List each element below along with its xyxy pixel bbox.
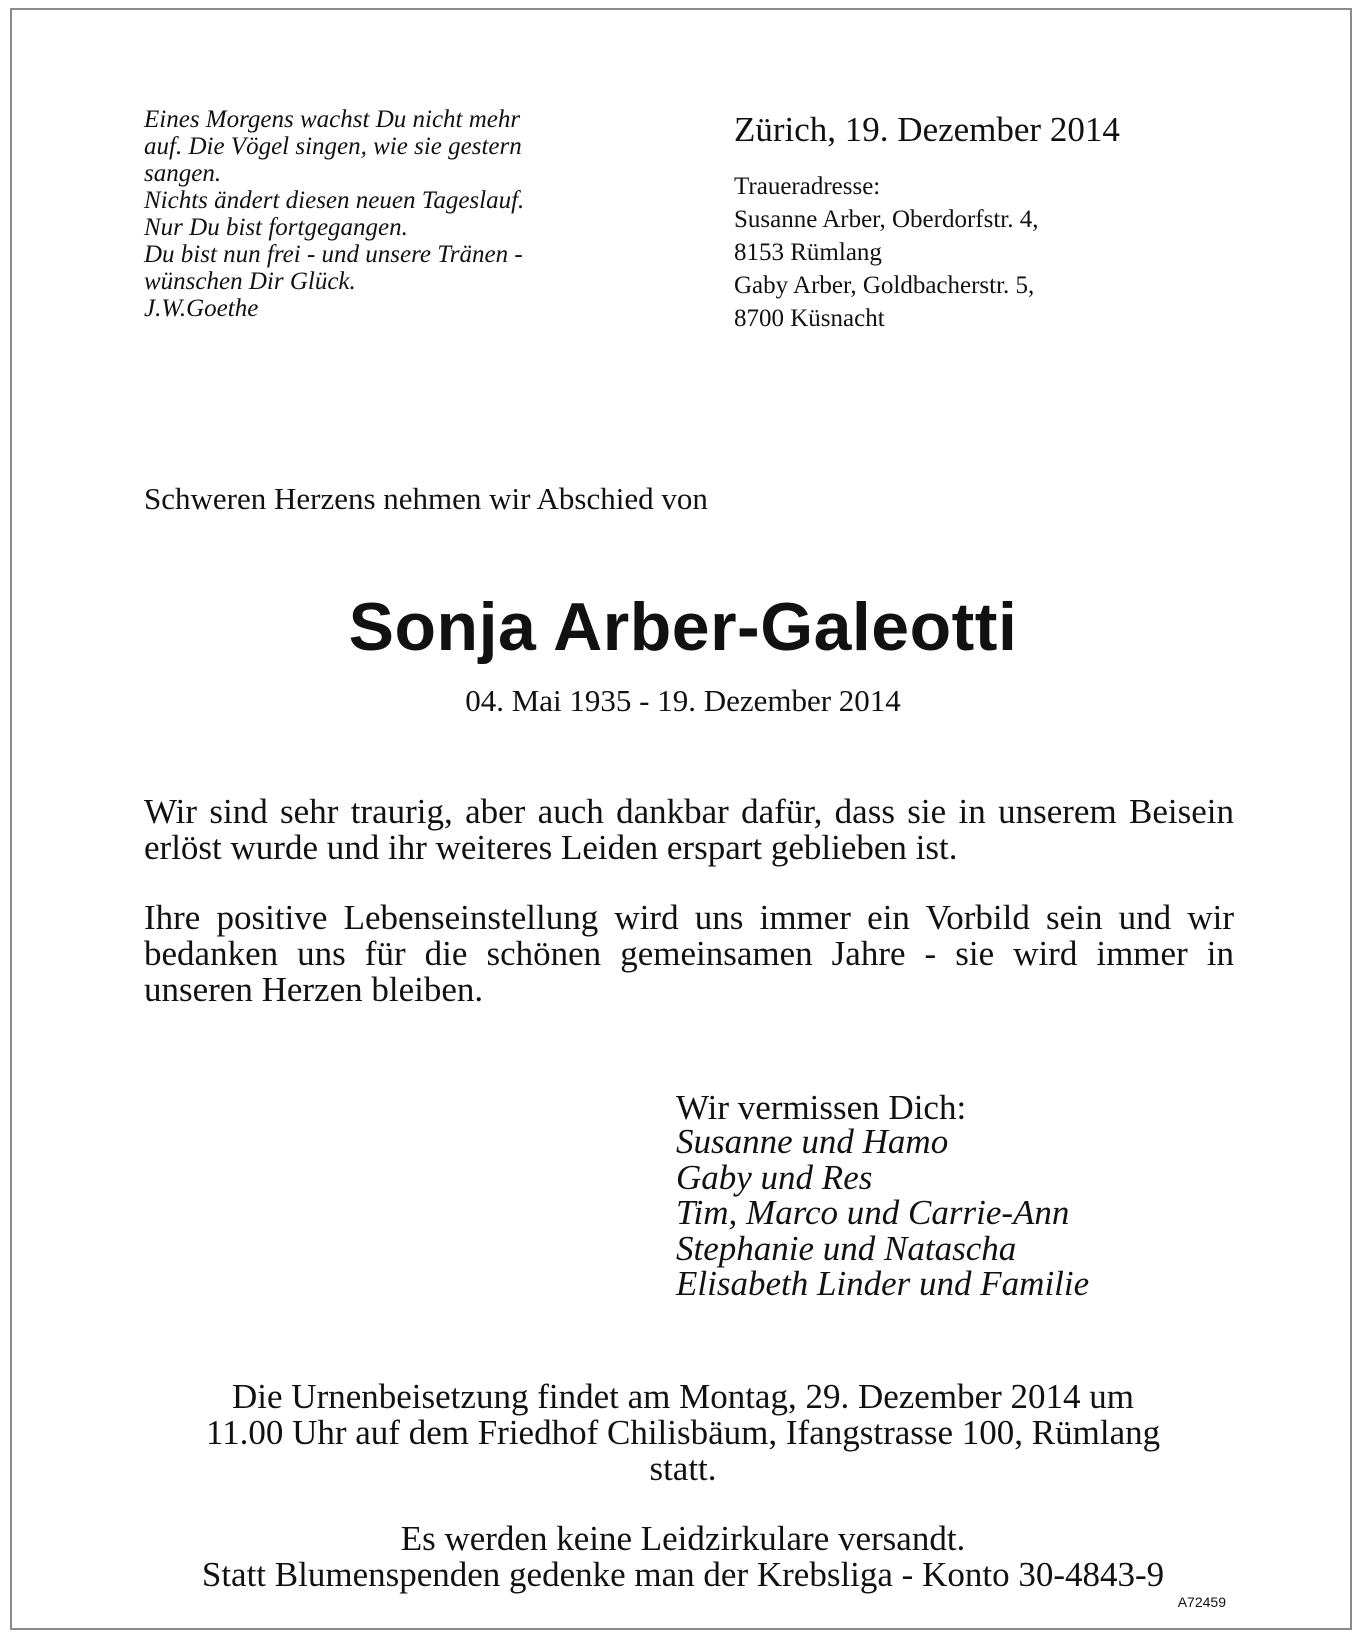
poem-line: Eines Morgens wachst Du nicht mehr [144, 106, 521, 133]
poem-line: wünschen Dir Glück. [144, 268, 356, 295]
ad-code: A72459 [1177, 1594, 1226, 1610]
notice-line: Es werden keine Leidzirkulare versandt. [400, 1519, 966, 1558]
donation-notice [12, 1521, 1354, 1593]
poem [144, 106, 614, 322]
poem-author: J.W.Goethe [144, 295, 259, 322]
poem-line: Nur Du bist fortgegangen. [144, 214, 408, 241]
body-paragraph: Ihre positive Lebenseinstellung wird uns immer ein Vorbild sein und wir bedanken uns für die schönen gemeinsamen Jahre - sie wird immer in unseren Herzen bleiben. [144, 898, 1234, 1009]
funeral-info [12, 1379, 1354, 1487]
funeral-line: Die Urnenbeisetzung findet am Montag, 29. Dezember 2014 um [232, 1377, 1134, 1416]
intro-text: Schweren Herzens nehmen wir Abschied von [144, 481, 708, 516]
notice-line: Statt Blumenspenden gedenke man der Krebsliga - Konto 30-4843-9 [201, 1555, 1165, 1594]
obituary-page [10, 8, 1352, 1630]
life-dates: 04. Mai 1935 - 19. Dezember 2014 [465, 683, 901, 718]
mourner-name: Stephanie und Natascha [676, 1228, 1017, 1268]
funeral-line: statt. [649, 1449, 717, 1488]
mourners-list [676, 1124, 1089, 1302]
mourner-name: Gaby und Res [676, 1157, 873, 1197]
deceased-name: Sonja Arber-Galeotti [348, 589, 1018, 665]
poem-line: Nichts ändert diesen neuen Tageslauf. [144, 187, 525, 214]
address-label: Traueradresse: [734, 173, 881, 200]
body-paragraph: Wir sind sehr traurig, aber auch dankbar dafür, dass sie in unserem Beisein erlöst wurde und ihr weiteres Leiden erspart geblieben ist. [144, 792, 1234, 867]
mourning-address [734, 170, 1039, 335]
address-line: Susanne Arber, Oberdorfstr. 4, [734, 206, 1039, 233]
address-line: 8700 Küsnacht [734, 305, 885, 332]
poem-line: sangen. [144, 160, 222, 187]
mourners-heading: Wir vermissen Dich: [676, 1088, 967, 1127]
poem-line: Du bist nun frei - und unsere Tränen - [144, 241, 523, 268]
mourner-name: Elisabeth Linder und Familie [676, 1264, 1090, 1303]
funeral-line: 11.00 Uhr auf dem Friedhof Chilisbäum, Ifangstrasse 100, Rümlang [205, 1413, 1161, 1452]
place-date: Zürich, 19. Dezember 2014 [734, 110, 1120, 149]
mourner-name: Tim, Marco und Carrie-Ann [676, 1193, 1070, 1232]
address-line: 8153 Rümlang [734, 239, 882, 266]
address-line: Gaby Arber, Goldbacherstr. 5, [734, 272, 1035, 299]
poem-line: auf. Die Vögel singen, wie sie gestern [144, 133, 522, 160]
mourner-name: Susanne und Hamo [676, 1122, 949, 1161]
